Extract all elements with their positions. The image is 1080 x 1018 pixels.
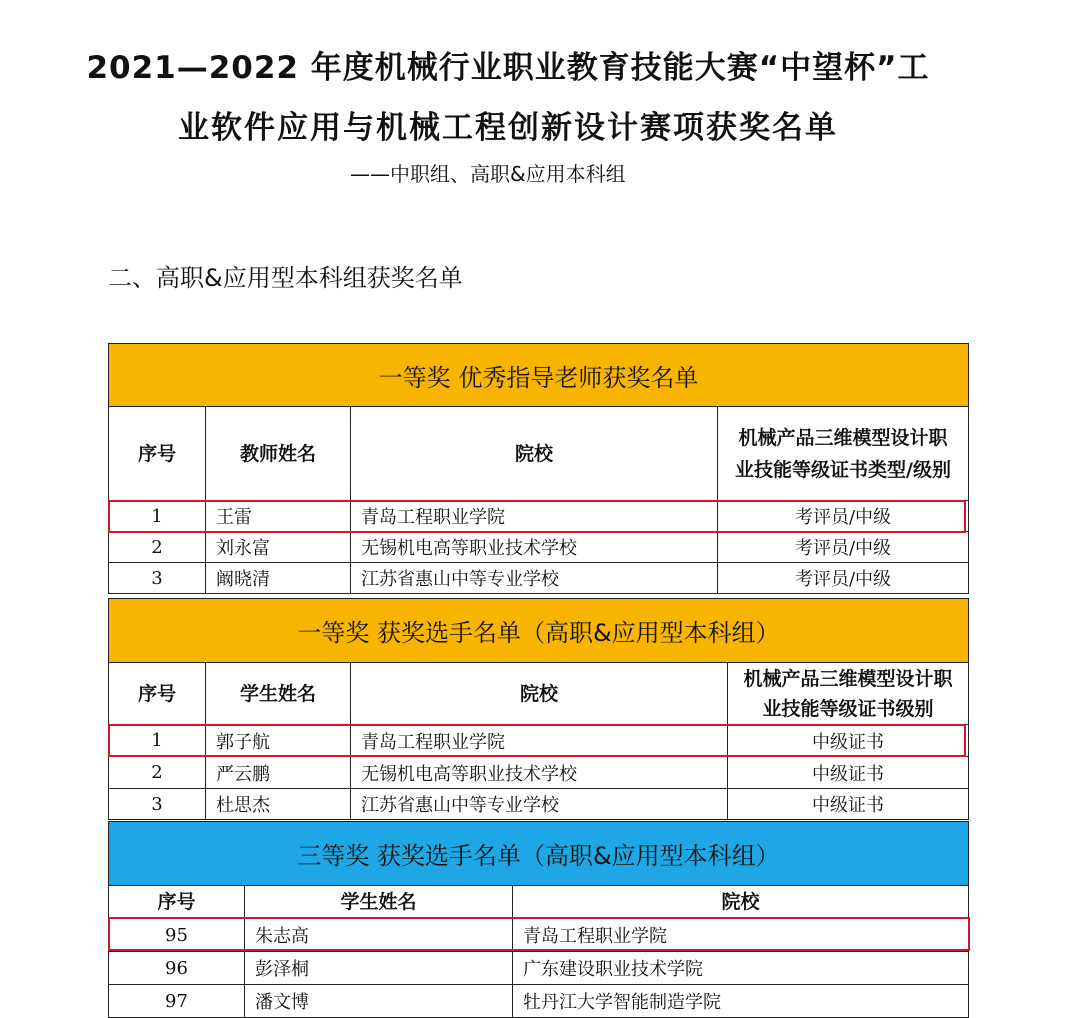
teacher-name: 刘永富 bbox=[206, 532, 351, 563]
row-number: 2 bbox=[109, 532, 206, 563]
school-name: 无锡机电高等职业技术学校 bbox=[351, 757, 728, 789]
table-row bbox=[109, 952, 969, 985]
student-name: 杜思杰 bbox=[206, 789, 351, 820]
column-header: 序号 bbox=[109, 407, 206, 501]
highlight-box bbox=[108, 917, 970, 951]
table-header: 一等奖 获奖选手名单（高职&应用型本科组） bbox=[109, 599, 969, 663]
column-header: 序号 bbox=[109, 886, 245, 919]
table-header: 一等奖 优秀指导老师获奖名单 bbox=[109, 344, 969, 407]
highlight-box bbox=[108, 724, 966, 757]
school-name: 青岛工程职业学院 bbox=[513, 919, 969, 952]
column-header: 院校 bbox=[351, 663, 728, 725]
row-number: 96 bbox=[109, 952, 245, 985]
certificate-level: 考评员/中级 bbox=[718, 532, 969, 563]
row-number: 1 bbox=[109, 725, 206, 757]
column-header: 院校 bbox=[513, 886, 969, 919]
teacher-name: 王雷 bbox=[206, 501, 351, 532]
student-name: 郭子航 bbox=[206, 725, 351, 757]
student-name: 彭泽桐 bbox=[245, 952, 513, 985]
table-row bbox=[109, 789, 969, 820]
document-title-line2: 业软件应用与机械工程创新设计赛项获奖名单 bbox=[178, 110, 838, 146]
certificate-level: 中级证书 bbox=[728, 757, 969, 789]
section-heading: 二、高职&应用型本科组获奖名单 bbox=[108, 264, 463, 292]
table-row bbox=[109, 563, 969, 594]
row-number: 1 bbox=[109, 501, 206, 532]
highlight-box bbox=[108, 500, 966, 533]
school-name: 牡丹江大学智能制造学院 bbox=[513, 985, 969, 1018]
certificate-level: 考评员/中级 bbox=[718, 501, 969, 532]
student-name: 潘文博 bbox=[245, 985, 513, 1018]
table-header: 三等奖 获奖选手名单（高职&应用型本科组） bbox=[109, 822, 969, 886]
row-number: 3 bbox=[109, 563, 206, 594]
row-number: 3 bbox=[109, 789, 206, 820]
school-name: 江苏省惠山中等专业学校 bbox=[351, 789, 728, 820]
column-header: 学生姓名 bbox=[206, 663, 351, 725]
school-name: 江苏省惠山中等专业学校 bbox=[351, 563, 718, 594]
teacher-award-table bbox=[108, 343, 969, 594]
column-header: 教师姓名 bbox=[206, 407, 351, 501]
school-name: 青岛工程职业学院 bbox=[351, 501, 718, 532]
column-header: 院校 bbox=[351, 407, 718, 501]
row-number: 97 bbox=[109, 985, 245, 1018]
school-name: 青岛工程职业学院 bbox=[351, 725, 728, 757]
row-number: 95 bbox=[109, 919, 245, 952]
certificate-level: 考评员/中级 bbox=[718, 563, 969, 594]
column-header: 序号 bbox=[109, 663, 206, 725]
teacher-name: 阚晓清 bbox=[206, 563, 351, 594]
certificate-level: 中级证书 bbox=[728, 725, 969, 757]
school-name: 无锡机电高等职业技术学校 bbox=[351, 532, 718, 563]
student-name: 严云鹏 bbox=[206, 757, 351, 789]
column-header: 学生姓名 bbox=[245, 886, 513, 919]
table-row bbox=[109, 985, 969, 1018]
document-title-line1: 2021—2022 年度机械行业职业教育技能大赛“中望杯”工 bbox=[86, 50, 930, 86]
table-row bbox=[109, 532, 969, 563]
certificate-level: 中级证书 bbox=[728, 789, 969, 820]
document-subtitle: ——中职组、高职&应用本科组 bbox=[350, 162, 626, 186]
student-name: 朱志高 bbox=[245, 919, 513, 952]
first-prize-student-table bbox=[108, 598, 969, 820]
column-header: 机械产品三维模型设计职业技能等级证书级别 bbox=[728, 663, 969, 725]
row-number: 2 bbox=[109, 757, 206, 789]
table-row bbox=[109, 757, 969, 789]
school-name: 广东建设职业技术学院 bbox=[513, 952, 969, 985]
column-header: 机械产品三维模型设计职业技能等级证书类型/级别 bbox=[718, 407, 969, 501]
